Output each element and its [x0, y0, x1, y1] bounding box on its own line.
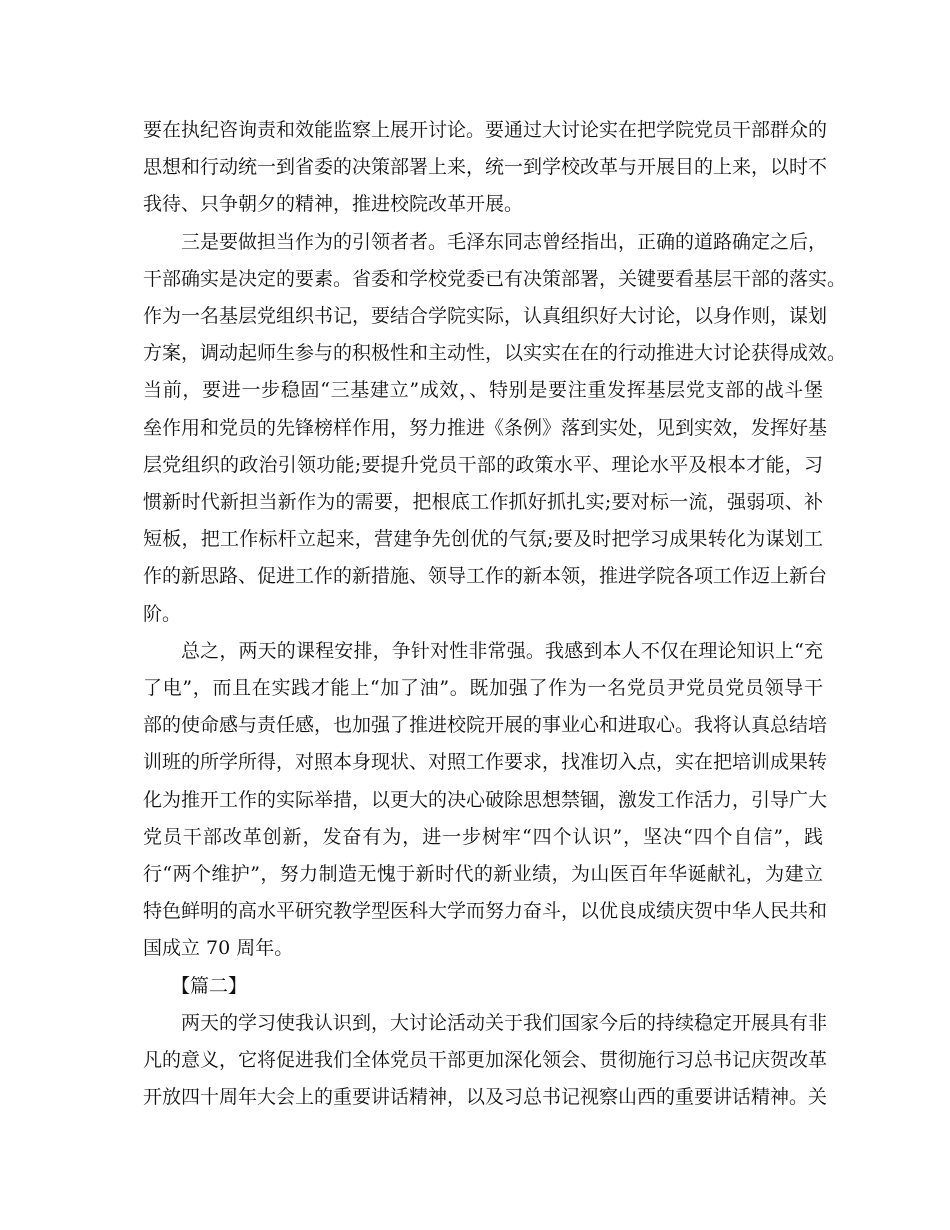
paragraph-line: 特色鲜明的高水平研究教学型医科大学而努力奋斗，以优良成绩庆贺中华人民共和 [143, 900, 828, 923]
paragraph-line: 垒作用和党员的先锋榜样作用，努力推进《条例》落到实处，见到实效，发挥好基 [143, 416, 828, 439]
paragraph-line: 我待、只争朝夕的精神，推进校院改革开展。 [143, 193, 524, 216]
document-body [143, 112, 847, 1116]
paragraph-line: 惯新时代新担当新作为的需要，把根底工作抓好抓扎实;要对标一流，强弱项、补 [143, 491, 823, 514]
section-heading [143, 968, 823, 1005]
paragraph-line: 方案，调动起师生参与的积极性和主动性，以实实在在的行动推进大讨论获得成效。 [143, 342, 847, 365]
paragraph-line: 国成立 70 周年。 [143, 937, 294, 960]
paragraph-line: 三是要做担当作为的引领者者。毛泽东同志曾经指出，正确的道路确定之后， [181, 230, 828, 253]
paragraph-line: 总之，两天的课程安排，争针对性非常强。我感到本人不仅在理论知识上“充 [181, 639, 823, 662]
paragraph [143, 633, 828, 968]
paragraph [143, 1005, 828, 1117]
paragraph-line: 当前，要进一步稳固“三基建立”成效，、特别是要注重发挥基层党支部的战斗堡 [143, 379, 823, 402]
paragraph-line: 党员干部改革创新，发奋有为，进一步树牢“四个认识”，坚决“四个自信”，践 [143, 825, 823, 848]
paragraph-line: 短板，把工作标杆立起来，营建争先创优的气氛;要及时把学习成果转化为谋划工 [143, 528, 823, 551]
paragraph-line: 阶。 [143, 602, 182, 625]
paragraph-line: 作为一名基层党组织书记，要结合学院实际，认真组织好大讨论，以身作则，谋划 [143, 305, 828, 328]
paragraph-line: 了电”，而且在实践才能上“加了油”。既加强了作为一名党员尹党员党员领导干 [143, 677, 823, 700]
paragraph-line: 两天的学习使我认识到，大讨论活动关于我们国家今后的持续稳定开展具有非 [181, 1011, 828, 1034]
paragraph-line: 训班的所学所得，对照本身现状、对照工作要求，找准切入点，实在把培训成果转 [143, 751, 828, 774]
heading-text: 【篇二】 [171, 974, 248, 997]
paragraph-line: 层党组织的政治引领功能;要提升党员干部的政策水平、理论水平及根本才能，习 [143, 453, 823, 476]
paragraph-line: 行“两个维护”，努力制造无愧于新时代的新业绩，为山医百年华诞献礼，为建立 [143, 863, 823, 886]
paragraph-line: 化为推开工作的实际举措，以更大的决心破除思想禁锢，激发工作活力，引导广大 [143, 788, 828, 811]
paragraph-line: 要在执纪咨询责和效能监察上展开讨论。要通过大讨论实在把学院党员干部群众的 [143, 119, 828, 141]
paragraph [143, 112, 828, 224]
paragraph-line: 干部确实是决定的要素。省委和学校党委已有决策部署，关键要看基层干部的落实。 [143, 267, 847, 290]
paragraph-line: 思想和行动统一到省委的决策部署上来，统一到学校改革与开展目的上来，以时不 [143, 156, 828, 179]
paragraph-line: 开放四十周年大会上的重要讲话精神，以及习总书记视察山西的重要讲话精神。关 [143, 1086, 828, 1109]
paragraph [143, 224, 847, 633]
paragraph-line: 部的使命感与责任感，也加强了推进校院开展的事业心和进取心。我将认真总结培 [143, 714, 828, 737]
paragraph-line: 凡的意义，它将促进我们全体党员干部更加深化领会、贯彻施行习总书记庆贺改革 [143, 1049, 828, 1072]
paragraph-line: 作的新思路、促进工作的新措施、领导工作的新本领，推进学院各项工作迈上新台 [143, 565, 828, 588]
